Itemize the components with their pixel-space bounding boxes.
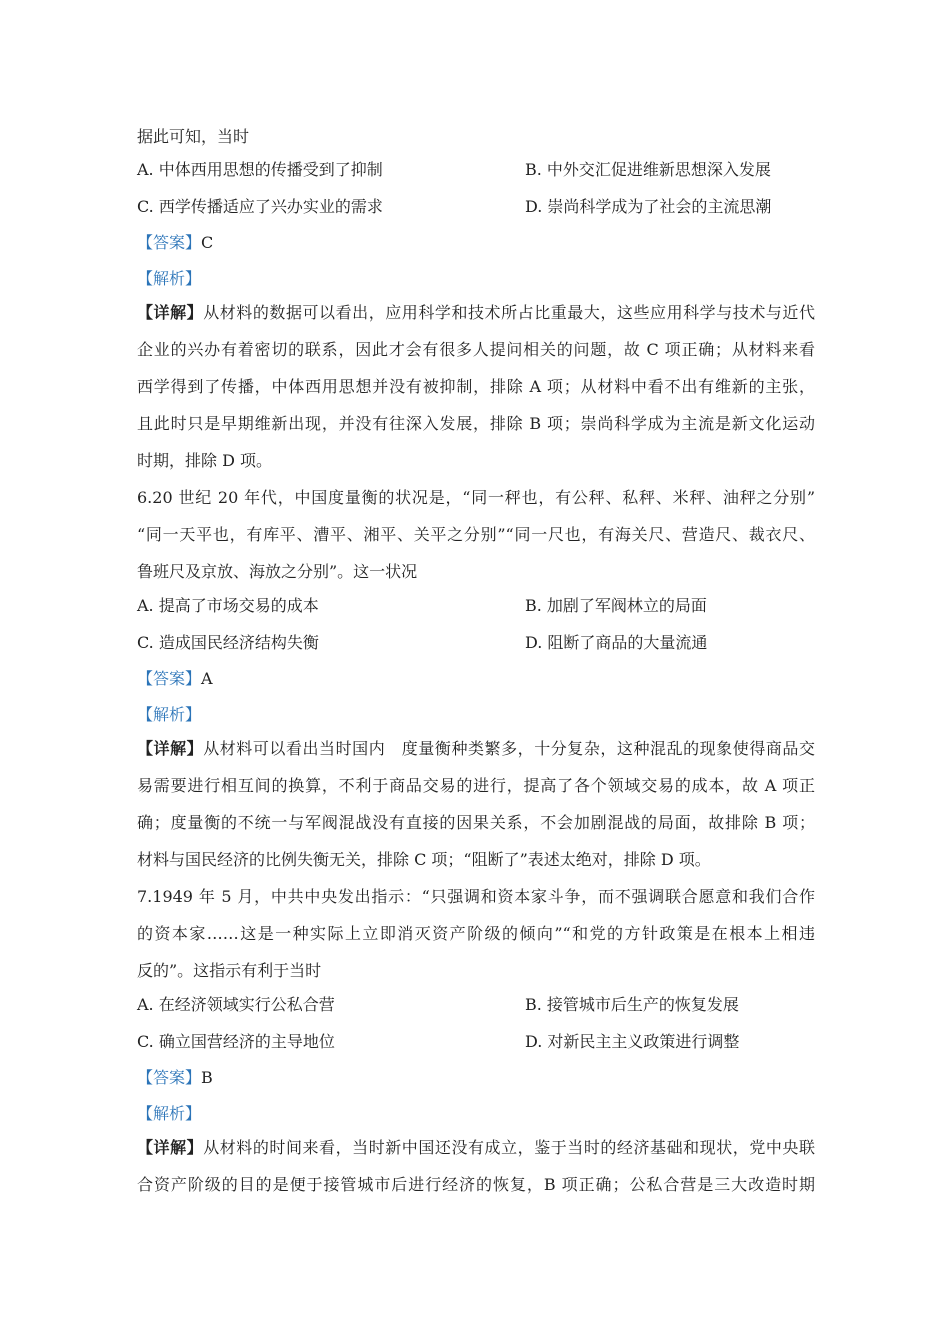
q7-analysis-heading bbox=[137, 1102, 201, 1126]
question-stem-tail: 据此可知，当时 bbox=[137, 127, 250, 146]
q7-stem-line-1: 7.1949 年 5 月，中共中央发出指示：“只强调和资本家斗争，而不强调联合愿意和我们合作 bbox=[137, 887, 815, 906]
answer-value: B bbox=[201, 1068, 213, 1087]
q5-detail-line-5: 时期，排除 D 项。 bbox=[137, 451, 273, 470]
q7-detail-line-2: 合资产阶级的目的是便于接管城市后进行经济的恢复，B 项正确；公私合营是三大改造时期 bbox=[137, 1175, 815, 1194]
detail-tag: 【详解】 bbox=[137, 303, 204, 322]
q5-option-c: C. 西学传播适应了兴办实业的需求 bbox=[137, 197, 383, 216]
q7-detail-line-1 bbox=[137, 1136, 815, 1160]
q6-detail-line-4: 材料与国民经济的比例失衡无关，排除 C 项；“阻断了”表述太绝对，排除 D 项。 bbox=[137, 850, 711, 869]
q6-stem-line-1: 6.20 世纪 20 年代，中国度量衡的状况是，“同一秤也，有公秤、私秤、米秤、油秤之分别” bbox=[137, 488, 815, 507]
analysis-tag: 【解析】 bbox=[137, 1104, 202, 1123]
q5-detail-line-3: 西学得到了传播，中体西用思想并没有被抑制，排除 A 项；从材料中看不出有维新的主张， bbox=[137, 377, 815, 396]
q5-option-d: D. 崇尚科学成为了社会的主流思潮 bbox=[525, 197, 772, 216]
q6-answer bbox=[137, 667, 213, 691]
q5-option-a: A. 中体西用思想的传播受到了抑制 bbox=[137, 160, 383, 179]
q6-detail-line-2: 易需要进行相互间的换算，不利于商品交易的进行，提高了各个领域交易的成本，故 A 项正 bbox=[137, 776, 815, 795]
q5-answer bbox=[137, 231, 213, 255]
q6-option-b: B. 加剧了军阀林立的局面 bbox=[525, 596, 707, 615]
q5-detail-line-1 bbox=[137, 301, 815, 325]
detail-tag: 【详解】 bbox=[137, 739, 204, 758]
q6-detail-line-1 bbox=[137, 737, 815, 761]
q5-detail-line-4: 且此时只是早期维新出现，并没有往深入发展，排除 B 项；崇尚科学成为主流是新文化运动 bbox=[137, 414, 815, 433]
q6-detail-line-3: 确；度量衡的不统一与军阀混战没有直接的因果关系，不会加剧混战的局面，故排除 B 项； bbox=[137, 813, 815, 832]
q7-stem-line-3: 反的”。这指示有利于当时 bbox=[137, 961, 322, 980]
q6-option-c: C. 造成国民经济结构失衡 bbox=[137, 633, 319, 652]
detail-tag: 【详解】 bbox=[137, 1138, 204, 1157]
answer-tag: 【答案】 bbox=[137, 1068, 202, 1087]
analysis-tag: 【解析】 bbox=[137, 705, 202, 724]
answer-value: A bbox=[201, 669, 213, 688]
q7-option-c: C. 确立国营经济的主导地位 bbox=[137, 1032, 335, 1051]
analysis-tag: 【解析】 bbox=[137, 269, 202, 288]
detail-text: 从材料可以看出当时国内 度量衡种类繁多，十分复杂，这种混乱的现象使得商品交 bbox=[203, 739, 815, 758]
q7-option-d: D. 对新民主主义政策进行调整 bbox=[525, 1032, 740, 1051]
q7-stem-line-2: 的资本家……这是一种实际上立即消灭资产阶级的倾向”“和党的方针政策是在根本上相违 bbox=[137, 924, 815, 943]
q7-option-a: A. 在经济领域实行公私合营 bbox=[137, 995, 335, 1014]
q6-stem-line-2: “同一天平也，有库平、漕平、湘平、关平之分别”“同一尺也，有海关尺、营造尺、裁衣尺、 bbox=[137, 525, 815, 544]
q6-option-a: A. 提高了市场交易的成本 bbox=[137, 596, 319, 615]
q6-stem-line-3: 鲁班尺及京放、海放之分别”。这一状况 bbox=[137, 562, 418, 581]
detail-text: 从材料的数据可以看出，应用科学和技术所占比重最大，这些应用科学与技术与近代 bbox=[203, 303, 815, 322]
q6-option-d: D. 阻断了商品的大量流通 bbox=[525, 633, 708, 652]
answer-tag: 【答案】 bbox=[137, 669, 202, 688]
q7-option-b: B. 接管城市后生产的恢复发展 bbox=[525, 995, 739, 1014]
q5-analysis-heading bbox=[137, 267, 201, 291]
q5-detail-line-2: 企业的兴办有着密切的联系，因此才会有很多人提问相关的问题，故 C 项正确；从材料来看 bbox=[137, 340, 815, 359]
answer-value: C bbox=[201, 233, 214, 252]
detail-text: 从材料的时间来看，当时新中国还没有成立，鉴于当时的经济基础和现状，党中央联 bbox=[203, 1138, 815, 1157]
answer-tag: 【答案】 bbox=[137, 233, 202, 252]
q7-answer bbox=[137, 1066, 213, 1090]
q5-option-b: B. 中外交汇促进维新思想深入发展 bbox=[525, 160, 771, 179]
q6-analysis-heading bbox=[137, 703, 201, 727]
